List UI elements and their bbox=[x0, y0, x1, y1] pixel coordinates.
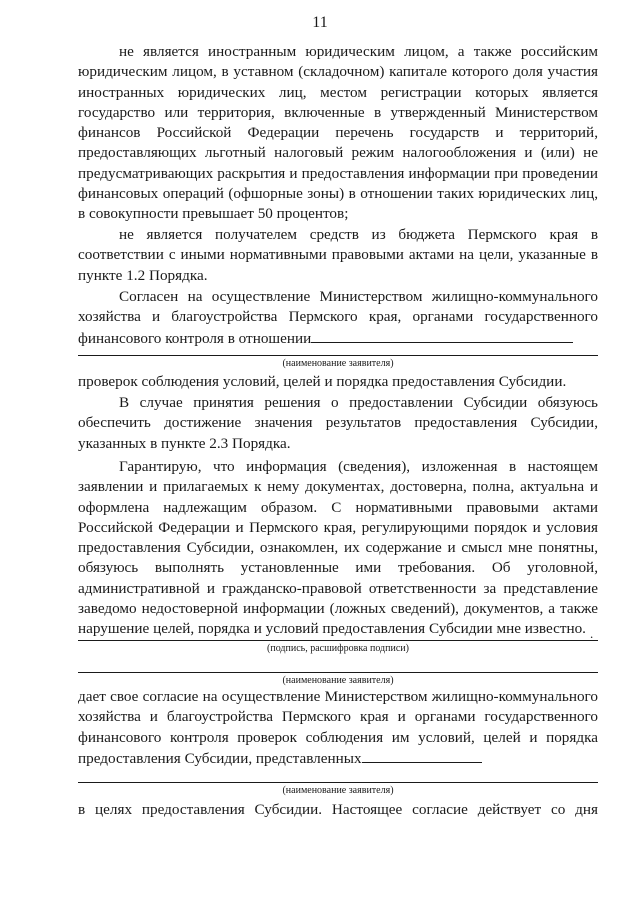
paragraph-not-recipient bbox=[78, 225, 598, 286]
paragraph-text: не является иностранным юридическим лицом, а также российским юридическим лицом, в уставном (складочном) капитале которого доля участия иностранных юридических лиц, местом регистрации которых является государство или территория, включенные в утвержденный Министерством финансов Российской Федерации перечень государств и территорий, предоставляющих льготный налоговый режим налогообложения и (или) не предусматривающих раскрытия и предоставления информации при проведении финансовых операций (офшорные зоны) в отношении таких юридических лиц, в совокупности превышает 50 процентов; bbox=[78, 43, 598, 223]
paragraph-text: не является получателем средств из бюджета Пермского края в соответствии с иными нормативными правовыми актами на цели, указанные в пункте 1.2 Порядка. bbox=[78, 226, 598, 284]
paragraph-text: в целях предоставления Субсидии. Настоящее согласие действует со дня bbox=[78, 801, 598, 818]
signature-line-mark: . bbox=[590, 626, 594, 641]
page-number: 11 bbox=[312, 14, 328, 31]
applicant-blank-line bbox=[311, 328, 573, 343]
paragraph-not-foreign-entity bbox=[78, 42, 598, 225]
paragraph-text-part: Согласен на осуществление Министерством жилищно-коммунального хозяйства и благоустройства Пермского края, органами государственного финансового контроля в отношении bbox=[78, 288, 598, 347]
signature-caption: (подпись, расшифровка подписи) bbox=[267, 643, 409, 654]
applicant-name-caption-3: (наименование заявителя) bbox=[282, 785, 394, 796]
paragraph-consent-checks bbox=[78, 287, 598, 349]
paragraph-final bbox=[78, 800, 598, 820]
paragraph-text bbox=[78, 287, 598, 349]
applicant-name-caption: (наименование заявителя) bbox=[282, 358, 394, 369]
paragraph-text: проверок соблюдения условий, целей и порядка предоставления Субсидии. bbox=[78, 373, 567, 390]
signature-line bbox=[78, 640, 598, 641]
applicant-blank-line-2 bbox=[362, 748, 482, 763]
paragraph-guarantee bbox=[78, 457, 598, 640]
paragraph-checks-continued bbox=[78, 372, 598, 392]
paragraph-obligation bbox=[78, 393, 598, 454]
applicant-name-line-2 bbox=[78, 672, 598, 673]
paragraph-text: В случае принятия решения о предоставлении Субсидии обязуюсь обеспечить достижение значения результатов предоставления Субсидии, указанных в пункте 2.3 Порядка. bbox=[78, 394, 598, 452]
paragraph-text bbox=[78, 687, 598, 769]
applicant-name-line bbox=[78, 355, 598, 356]
paragraph-text-part: дает свое согласие на осуществление Министерством жилищно-коммунального хозяйства и благоустройства Пермского края и органами государственного финансового контроля проверок соблюдения им условий, целей и порядка предоставления Субсидии, представленных bbox=[78, 688, 598, 767]
applicant-name-line-3 bbox=[78, 782, 598, 783]
paragraph-text: Гарантирую, что информация (сведения), изложенная в настоящем заявлении и прилагаемых к нему документах, достоверна, полна, актуальна и оформлена надлежащим образом. С нормативными правовыми актами Российской Федерации и Пермского края, регулирующими порядок и условия предоставления Субсидии, ознакомлен, их содержание и смысл мне понятны, обязуюсь выполнять установленные ими требования. Об уголовной, административной и гражданско-правовой ответственности за представление заведомо недостоверной информации (ложных сведений), документов, а также нарушение целей, порядка и условий предоставления Субсидии мне известно. bbox=[78, 458, 598, 638]
paragraph-consent-2 bbox=[78, 687, 598, 769]
applicant-name-caption-2: (наименование заявителя) bbox=[282, 675, 394, 686]
